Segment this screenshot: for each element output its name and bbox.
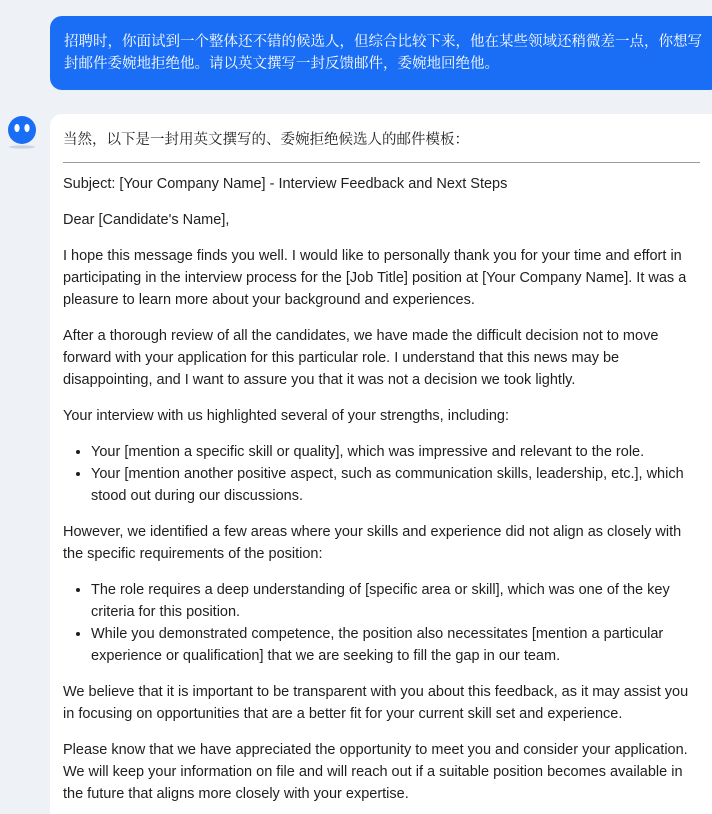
email-greeting: Dear [Candidate's Name],: [63, 212, 230, 228]
assistant-answer: [50, 114, 712, 814]
email-subject: Subject: [Your Company Name] - Interview Feedback and Next Steps: [63, 176, 508, 192]
user-message-bubble: [50, 16, 712, 90]
divider: [63, 162, 700, 163]
answer-intro: 当然，以下是一封用英文撰写的、委婉拒绝候选人的邮件模板：: [63, 132, 469, 148]
list-item: • Your [mention another positive aspect, such as communication skills, leadership, etc.], which stood out during our discussions.: [91, 463, 711, 507]
email-paragraph-5: We believe that it is important to be transparent with you about this feedback, as it may assist you in focusing on opportunities that are a better fit for your current skill set and experience.: [63, 684, 689, 722]
list-item: • The role requires a deep understanding of [specific area or skill], which was one of the key criteria for this position.: [91, 579, 711, 623]
email-paragraph-3: Your interview with us highlighted several of your strengths, including:: [63, 408, 509, 424]
email-paragraph-6: Please know that we have appreciated the opportunity to meet you and consider your application. We will keep your information on file and will reach out if a suitable position becomes available in the future that aligns more closely with your expertise.: [63, 742, 688, 802]
list-item: • Your [mention a specific skill or quality], which was impressive and relevant to the role.: [91, 441, 711, 463]
robot-avatar-icon: [4, 116, 40, 150]
email-paragraph-4: However, we identified a few areas where your skills and experience did not align as closely with the specific requirements of the position:: [63, 524, 682, 562]
strengths-list: [63, 441, 711, 507]
user-message-text: 招聘时，你面试到一个整体还不错的候选人，但综合比较下来，他在某些领域还稍微差一点，你想写封邮件委婉地拒绝他。请以英文撰写一封反馈邮件，委婉地回绝他。: [64, 34, 702, 72]
robot-avatar-graphic: [4, 116, 40, 150]
gaps-list: [63, 579, 711, 667]
email-paragraph-1: I hope this message finds you well. I would like to personally thank you for your time and effort in participating in the interview process for the [Job Title] position at [Your Company Name]. It was a pleasure to learn more about your background and experiences.: [63, 248, 687, 308]
list-item: • While you demonstrated competence, the position also necessitates [mention a particular experience or qualification] that we are seeking to fill the gap in our team.: [91, 623, 711, 667]
email-paragraph-2: After a thorough review of all the candidates, we have made the difficult decision not to move forward with your application for this particular role. I understand that this news may be disappointing, and I want to assure you that it was not a decision we took lightly.: [63, 328, 659, 388]
